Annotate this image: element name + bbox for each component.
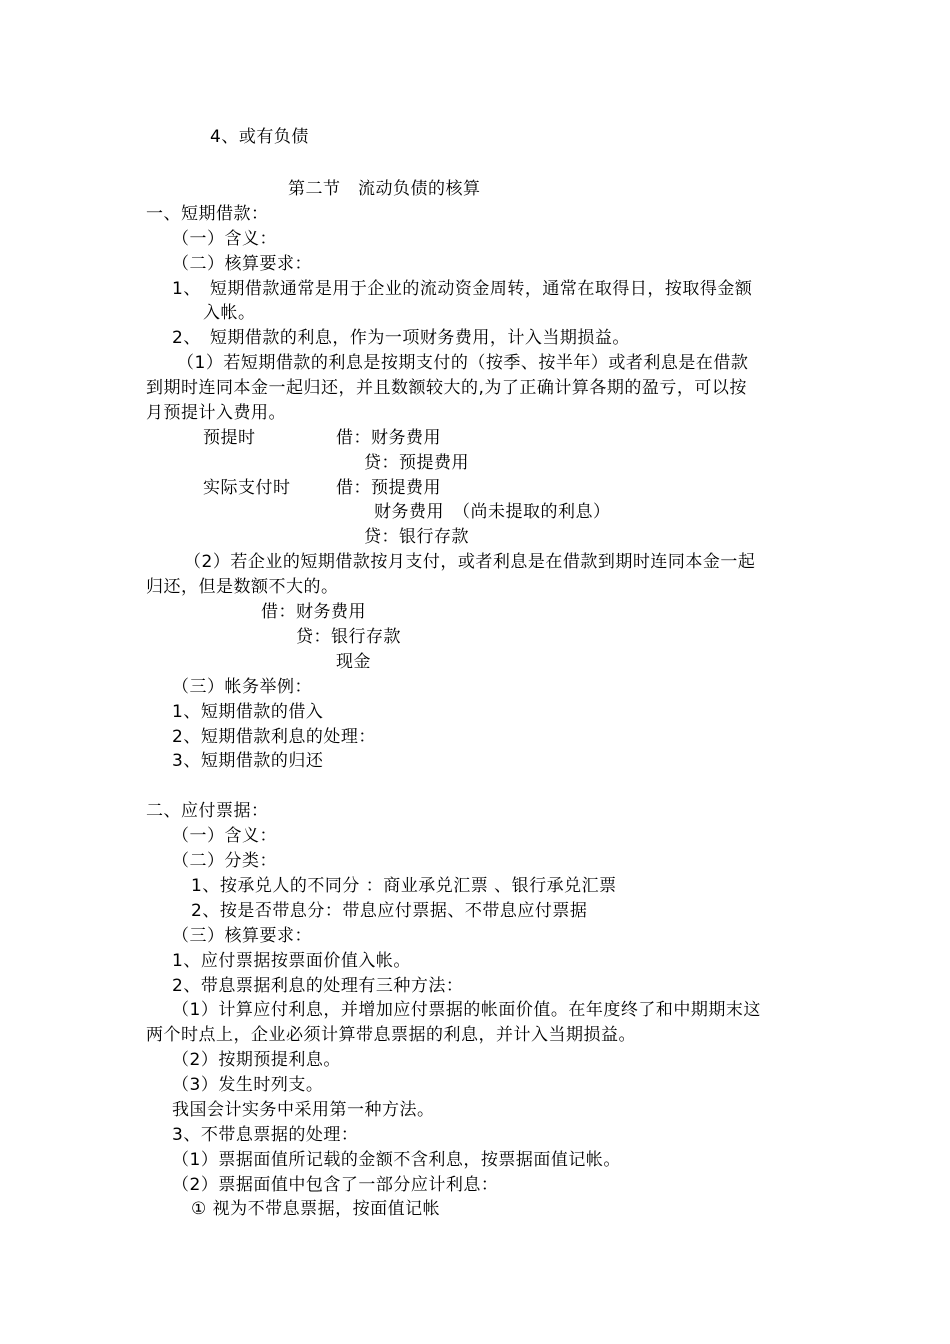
list-item: 2、按是否带息分：带息应付票据、不带息应付票据: [191, 901, 588, 921]
paragraph-line: 1、 短期借款通常是用于企业的流动资金周转，通常在取得日，按取得金额: [172, 279, 753, 299]
list-item: （3）发生时列支。: [172, 1075, 324, 1095]
journal-entry-debit: 借：财务费用: [261, 602, 366, 622]
list-item: 3、短期借款的归还: [172, 751, 324, 771]
heading-notes-payable: 二、应付票据：: [146, 801, 269, 821]
journal-entry-debit: 借：预提费用: [336, 478, 441, 498]
section-title: 第二节 流动负债的核算: [288, 179, 481, 199]
subheading-definition: （一）含义：: [172, 229, 277, 249]
list-item: 1、按承兑人的不同分 ：商业承兑汇票 、银行承兑汇票: [191, 876, 617, 896]
list-item: ① 视为不带息票据，按面值记帐: [191, 1199, 441, 1219]
list-item: 2、带息票据利息的处理有三种方法：: [172, 976, 464, 996]
list-item: 3、不带息票据的处理：: [172, 1125, 359, 1145]
list-item: （2）按期预提利息。: [172, 1050, 341, 1070]
paragraph-line: 月预提计入费用。: [146, 403, 286, 423]
paragraph-line: 我国会计实务中采用第一种方法。: [172, 1100, 435, 1120]
journal-entry-credit: 贷：银行存款: [364, 527, 469, 547]
journal-entry-credit: 贷：预提费用: [364, 453, 469, 473]
paragraph-line: （1）计算应付利息，并增加应付票据的帐面价值。在年度终了和中期期末这: [172, 1000, 761, 1020]
journal-entry-credit: 现金: [336, 652, 371, 672]
list-item: （1）票据面值所记载的金额不含利息，按票据面值记帐。: [172, 1150, 621, 1170]
journal-entry-credit: 贷：银行存款: [296, 627, 401, 647]
heading-short-term-loans: 一、短期借款：: [146, 204, 269, 224]
journal-entry-debit: 财务费用 （尚未提取的利息）: [374, 502, 611, 522]
entry-label: 预提时: [203, 428, 256, 448]
paragraph-line: 入帐。: [203, 303, 256, 323]
paragraph-line: （1）若短期借款的利息是按期支付的（按季、按半年）或者利息是在借款: [177, 353, 749, 373]
list-item: 2、短期借款利息的处理：: [172, 727, 376, 747]
list-item: 1、短期借款的借入: [172, 702, 324, 722]
list-item: （2）票据面值中包含了一部分应计利息：: [172, 1175, 499, 1195]
entry-label: 实际支付时: [203, 478, 291, 498]
paragraph-line: （2）若企业的短期借款按月支付，或者利息是在借款到期时连同本金一起: [184, 552, 756, 572]
paragraph-line: 归还，但是数额不大的。: [146, 577, 339, 597]
paragraph-line: 到期时连同本金一起归还，并且数额较大的,为了正确计算各期的盈亏，可以按: [146, 378, 747, 398]
journal-entry-debit: 借：财务费用: [336, 428, 441, 448]
paragraph-line: 两个时点上，企业必须计算带息票据的利息，并计入当期损益。: [146, 1025, 636, 1045]
subheading-definition: （一）含义：: [172, 826, 277, 846]
subheading-accounting-requirements: （二）核算要求：: [172, 254, 312, 274]
subheading-examples: （三）帐务举例：: [172, 677, 312, 697]
paragraph-line: 2、 短期借款的利息，作为一项财务费用，计入当期损益。: [172, 328, 630, 348]
list-item: 1、应付票据按票面价值入帐。: [172, 951, 411, 971]
subheading-accounting-requirements: （三）核算要求：: [172, 926, 312, 946]
subheading-classification: （二）分类：: [172, 851, 277, 871]
heading-contingent-liabilities: 4、或有负债: [210, 127, 309, 147]
